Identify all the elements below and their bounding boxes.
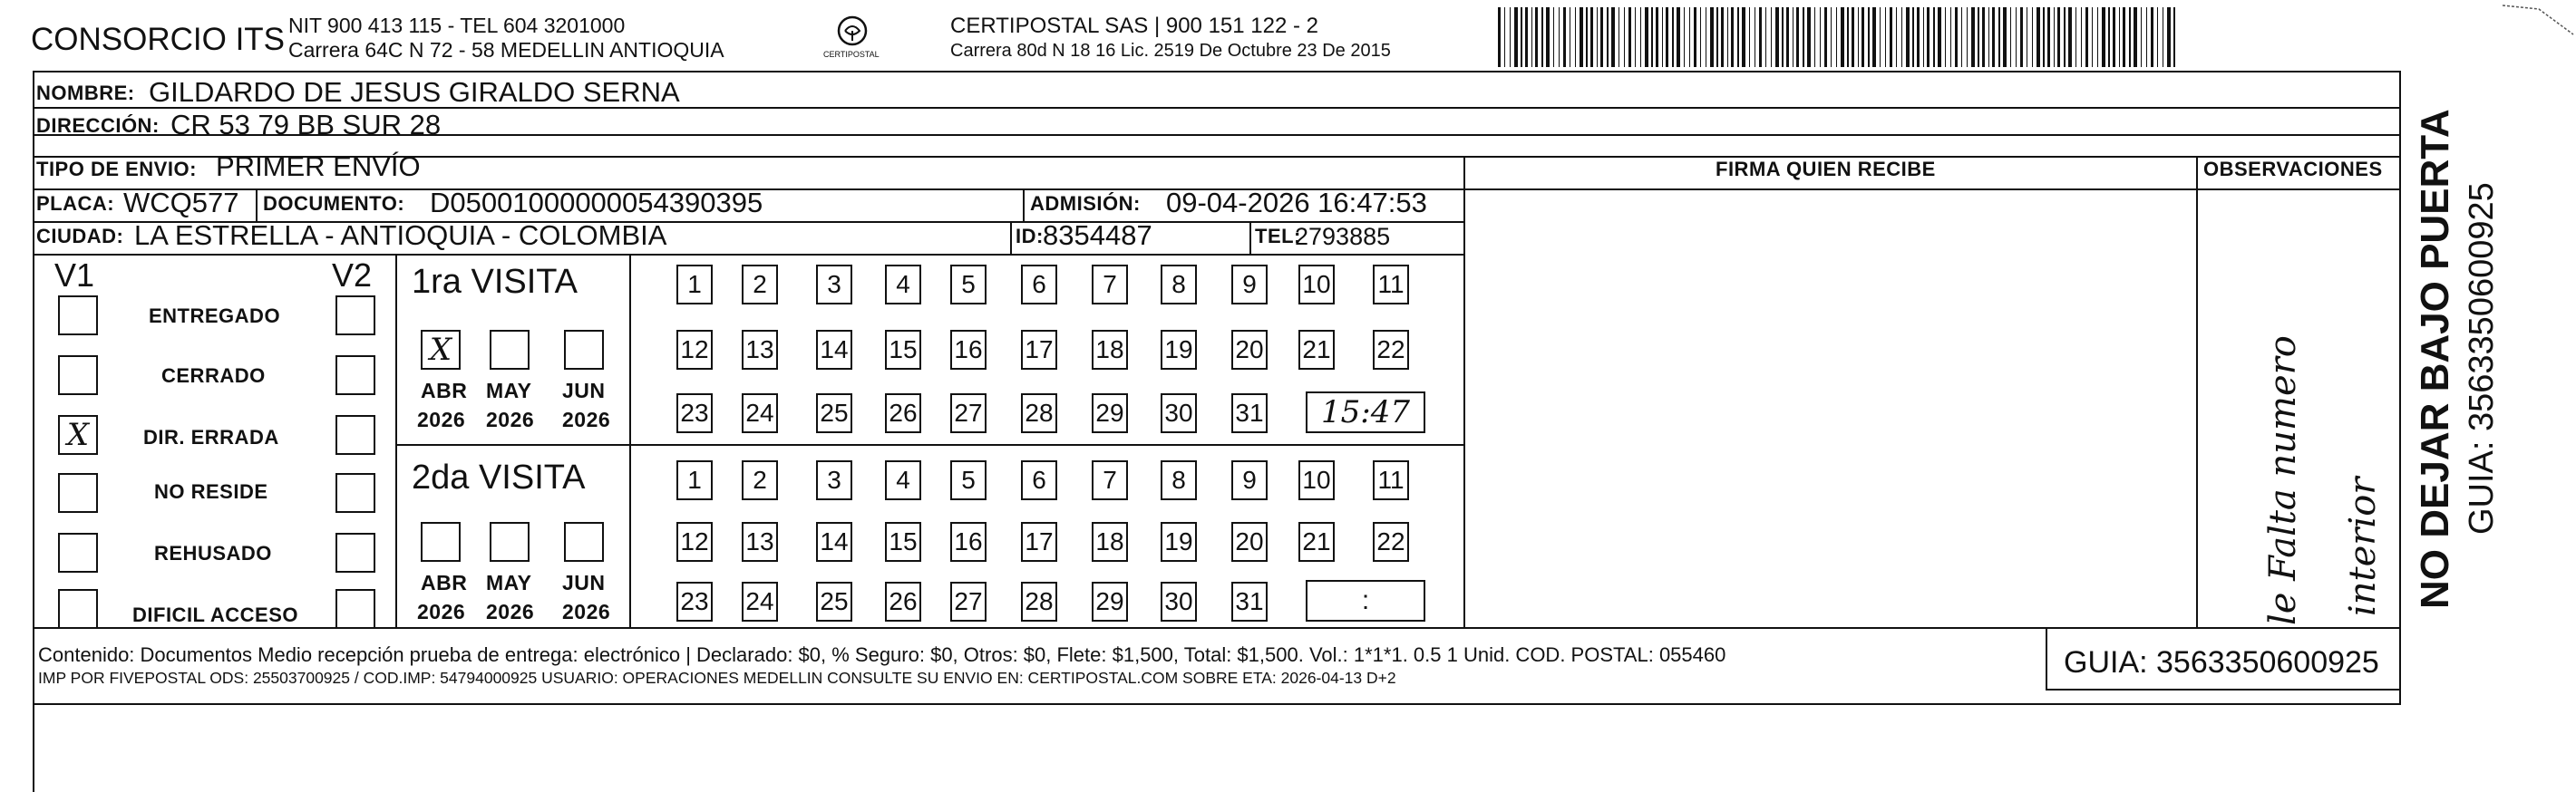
status-rehusado: REHUSADO <box>154 542 272 565</box>
v1-check-rehusado[interactable] <box>58 533 98 573</box>
visit2-month-jun: JUN <box>562 571 606 594</box>
visit2-day-8[interactable]: 8 <box>1161 460 1197 500</box>
company-line-2: Carrera 64C N 72 - 58 MEDELLIN ANTIOQUIA <box>288 38 724 62</box>
visit1-day-9[interactable]: 9 <box>1231 265 1268 304</box>
corner-fold-mark <box>2503 0 2575 36</box>
v2-check-entregado[interactable] <box>335 295 375 335</box>
ciudad-label: CIUDAD: <box>36 225 124 247</box>
placa-label: PLACA: <box>36 192 115 215</box>
visit1-day-1[interactable]: 1 <box>676 265 713 304</box>
visit2-day-9[interactable]: 9 <box>1231 460 1268 500</box>
visit2-day-30[interactable]: 30 <box>1161 582 1197 622</box>
visit1-day-23[interactable]: 23 <box>676 393 713 433</box>
visit2-day-3[interactable]: 3 <box>816 460 852 500</box>
visit1-day-29[interactable]: 29 <box>1092 393 1128 433</box>
visit2-year-jun: 2026 <box>562 600 611 623</box>
visit1-day-15[interactable]: 15 <box>885 330 921 370</box>
visit1-month-jun: JUN <box>562 379 606 402</box>
side-guia: GUIA: 3563350600925 <box>2463 182 2501 535</box>
visit2-month-jun-check[interactable] <box>564 522 604 562</box>
visit2-day-4[interactable]: 4 <box>885 460 921 500</box>
visit2-day-14[interactable]: 14 <box>816 522 852 562</box>
visit2-month-may: MAY <box>486 571 532 594</box>
firma-label: FIRMA QUIEN RECIBE <box>1716 158 1936 180</box>
visit2-day-11[interactable]: 11 <box>1373 460 1409 500</box>
visit2-day-16[interactable]: 16 <box>950 522 987 562</box>
visit2-month-may-check[interactable] <box>490 522 530 562</box>
visit2-day-28[interactable]: 28 <box>1021 582 1057 622</box>
placa-value: WCQ577 <box>123 187 239 218</box>
observation-note-2: interior <box>2342 477 2384 616</box>
visit1-day-21[interactable]: 21 <box>1298 330 1335 370</box>
barcode <box>1498 7 2178 67</box>
v2-check-no-reside[interactable] <box>335 473 375 513</box>
footer-line-2: IMP POR FIVEPOSTAL ODS: 25503700925 / COD.IMP: 54794000925 USUARIO: OPERACIONES MEDELLIN CONSULTE SU ENVIO EN: CERTIPOSTAL.COM SOBRE ETA: 2026-04-13 D+2 <box>38 669 1396 687</box>
visit2-day-2[interactable]: 2 <box>742 460 778 500</box>
visit2-month-abr: ABR <box>421 571 468 594</box>
tipo-envio-value: PRIMER ENVÍO <box>216 150 421 182</box>
visit1-time-box[interactable]: 15:47 <box>1306 391 1425 433</box>
v2-header: V2 <box>332 256 373 294</box>
visit1-day-30[interactable]: 30 <box>1161 393 1197 433</box>
visit2-day-27[interactable]: 27 <box>950 582 987 622</box>
visit2-day-13[interactable]: 13 <box>742 522 778 562</box>
visit2-day-5[interactable]: 5 <box>950 460 987 500</box>
documento-value: D05001000000054390395 <box>430 187 763 218</box>
v2-check-rehusado[interactable] <box>335 533 375 573</box>
company-name: CONSORCIO ITS <box>31 22 286 57</box>
visit1-month-may: MAY <box>486 379 532 402</box>
visit2-day-29[interactable]: 29 <box>1092 582 1128 622</box>
status-cerrado: CERRADO <box>161 364 266 387</box>
footer-line-1: Contenido: Documentos Medio recepción prueba de entrega: electrónico | Declarado: $0, % Seguro: $0, Otros: $0, Flete: $1,500, Total: $1,500. Vol.: 1*1*1. 0.5 1 Unid. COD. POSTAL: 055460 <box>38 643 1726 666</box>
visit1-year-abr: 2026 <box>417 408 466 431</box>
visit1-day-26[interactable]: 26 <box>885 393 921 433</box>
visit2-day-18[interactable]: 18 <box>1092 522 1128 562</box>
visit1-day-3[interactable]: 3 <box>816 265 852 304</box>
visit2-day-25[interactable]: 25 <box>816 582 852 622</box>
visit2-day-7[interactable]: 7 <box>1092 460 1128 500</box>
admision-label: ADMISIÓN: <box>1030 192 1141 215</box>
visit1-day-5[interactable]: 5 <box>950 265 987 304</box>
carrier-line-2: Carrera 80d N 18 16 Lic. 2519 De Octubre 23 De 2015 <box>950 41 1391 61</box>
nombre-value: GILDARDO DE JESUS GIRALDO SERNA <box>149 76 680 108</box>
visit2-day-1[interactable]: 1 <box>676 460 713 500</box>
v2-check-dificil-acceso[interactable] <box>335 589 375 629</box>
visit1-day-17[interactable]: 17 <box>1021 330 1057 370</box>
visit2-day-26[interactable]: 26 <box>885 582 921 622</box>
visit1-day-20[interactable]: 20 <box>1231 330 1268 370</box>
visit2-title: 2da VISITA <box>412 459 586 497</box>
v1-check-dificil-acceso[interactable] <box>58 589 98 629</box>
status-dificil-acceso: DIFICIL ACCESO <box>132 604 299 626</box>
visit1-day-28[interactable]: 28 <box>1021 393 1057 433</box>
id-label: ID: <box>1016 225 1044 247</box>
visit1-day-31[interactable]: 31 <box>1231 393 1268 433</box>
visit2-day-23[interactable]: 23 <box>676 582 713 622</box>
v1-check-cerrado[interactable] <box>58 355 98 395</box>
visit2-month-abr-check[interactable] <box>421 522 461 562</box>
direccion-value: CR 53 79 BB SUR 28 <box>170 109 442 140</box>
visit2-day-17[interactable]: 17 <box>1021 522 1057 562</box>
visit2-day-31[interactable]: 31 <box>1231 582 1268 622</box>
logo-text: CERTIPOSTAL <box>823 50 880 59</box>
observation-note-1: le Falta numero <box>2262 335 2304 625</box>
v2-check-dir-errada[interactable] <box>335 415 375 455</box>
visit1-day-27[interactable]: 27 <box>950 393 987 433</box>
status-no-reside: NO RESIDE <box>154 480 268 503</box>
visit1-title: 1ra VISITA <box>412 263 578 301</box>
visit1-month-abr: ABR <box>421 379 468 402</box>
tipo-envio-label: TIPO DE ENVIO: <box>36 158 197 180</box>
visit1-day-4[interactable]: 4 <box>885 265 921 304</box>
visit1-day-7[interactable]: 7 <box>1092 265 1128 304</box>
footer-guia: GUIA: 3563350600925 <box>2064 645 2379 680</box>
visit1-day-12[interactable]: 12 <box>676 330 713 370</box>
visit1-year-may: 2026 <box>486 408 535 431</box>
visit2-year-abr: 2026 <box>417 600 466 623</box>
visit1-month-jun-check[interactable] <box>564 330 604 370</box>
company-line-1: NIT 900 413 115 - TEL 604 3201000 <box>288 14 626 37</box>
nombre-label: NOMBRE: <box>36 82 135 104</box>
certipostal-logo <box>816 11 889 65</box>
status-dir-errada: DIR. ERRADA <box>143 426 279 449</box>
visit2-day-19[interactable]: 19 <box>1161 522 1197 562</box>
visit2-day-6[interactable]: 6 <box>1021 460 1057 500</box>
visit2-day-12[interactable]: 12 <box>676 522 713 562</box>
v2-check-cerrado[interactable] <box>335 355 375 395</box>
visit1-day-18[interactable]: 18 <box>1092 330 1128 370</box>
visit1-month-may-check[interactable] <box>490 330 530 370</box>
visit2-day-10[interactable]: 10 <box>1298 460 1335 500</box>
visit2-day-15[interactable]: 15 <box>885 522 921 562</box>
visit2-year-may: 2026 <box>486 600 535 623</box>
observaciones-label: OBSERVACIONES <box>2203 158 2383 180</box>
side-no-dejar-bajo-puerta: NO DEJAR BAJO PUERTA <box>2413 109 2457 609</box>
documento-label: DOCUMENTO: <box>263 192 405 215</box>
visit2-day-22[interactable]: 22 <box>1373 522 1409 562</box>
visit1-day-16[interactable]: 16 <box>950 330 987 370</box>
v1-check-entregado[interactable] <box>58 295 98 335</box>
v1-check-no-reside[interactable] <box>58 473 98 513</box>
status-entregado: ENTREGADO <box>149 304 281 327</box>
v1-check-dir-errada[interactable]: X <box>58 415 98 455</box>
id-value: 8354487 <box>1043 219 1152 251</box>
visit1-day-24[interactable]: 24 <box>742 393 778 433</box>
visit1-day-6[interactable]: 6 <box>1021 265 1057 304</box>
visit2-day-20[interactable]: 20 <box>1231 522 1268 562</box>
visit1-year-jun: 2026 <box>562 408 611 431</box>
visit2-day-24[interactable]: 24 <box>742 582 778 622</box>
visit1-day-2[interactable]: 2 <box>742 265 778 304</box>
visit1-month-abr-check[interactable]: X <box>421 330 461 370</box>
visit1-day-10[interactable]: 10 <box>1298 265 1335 304</box>
visit1-day-8[interactable]: 8 <box>1161 265 1197 304</box>
carrier-line-1: CERTIPOSTAL SAS | 900 151 122 - 2 <box>950 14 1318 38</box>
visit1-day-22[interactable]: 22 <box>1373 330 1409 370</box>
visit1-day-11[interactable]: 11 <box>1373 265 1409 304</box>
direccion-label: DIRECCIÓN: <box>36 114 160 137</box>
left-edge-line <box>33 689 34 792</box>
visit1-day-13[interactable]: 13 <box>742 330 778 370</box>
tel-value: 2793885 <box>1295 223 1391 250</box>
tel-label: TEL: <box>1255 225 1301 247</box>
admision-value: 09-04-2026 16:47:53 <box>1166 187 1427 218</box>
v1-header: V1 <box>54 256 95 294</box>
visit2-day-21[interactable]: 21 <box>1298 522 1335 562</box>
visit2-time-box[interactable]: : <box>1306 580 1425 622</box>
visit1-day-25[interactable]: 25 <box>816 393 852 433</box>
ciudad-value: LA ESTRELLA - ANTIOQUIA - COLOMBIA <box>134 219 667 251</box>
visit1-day-14[interactable]: 14 <box>816 330 852 370</box>
visit1-day-19[interactable]: 19 <box>1161 330 1197 370</box>
